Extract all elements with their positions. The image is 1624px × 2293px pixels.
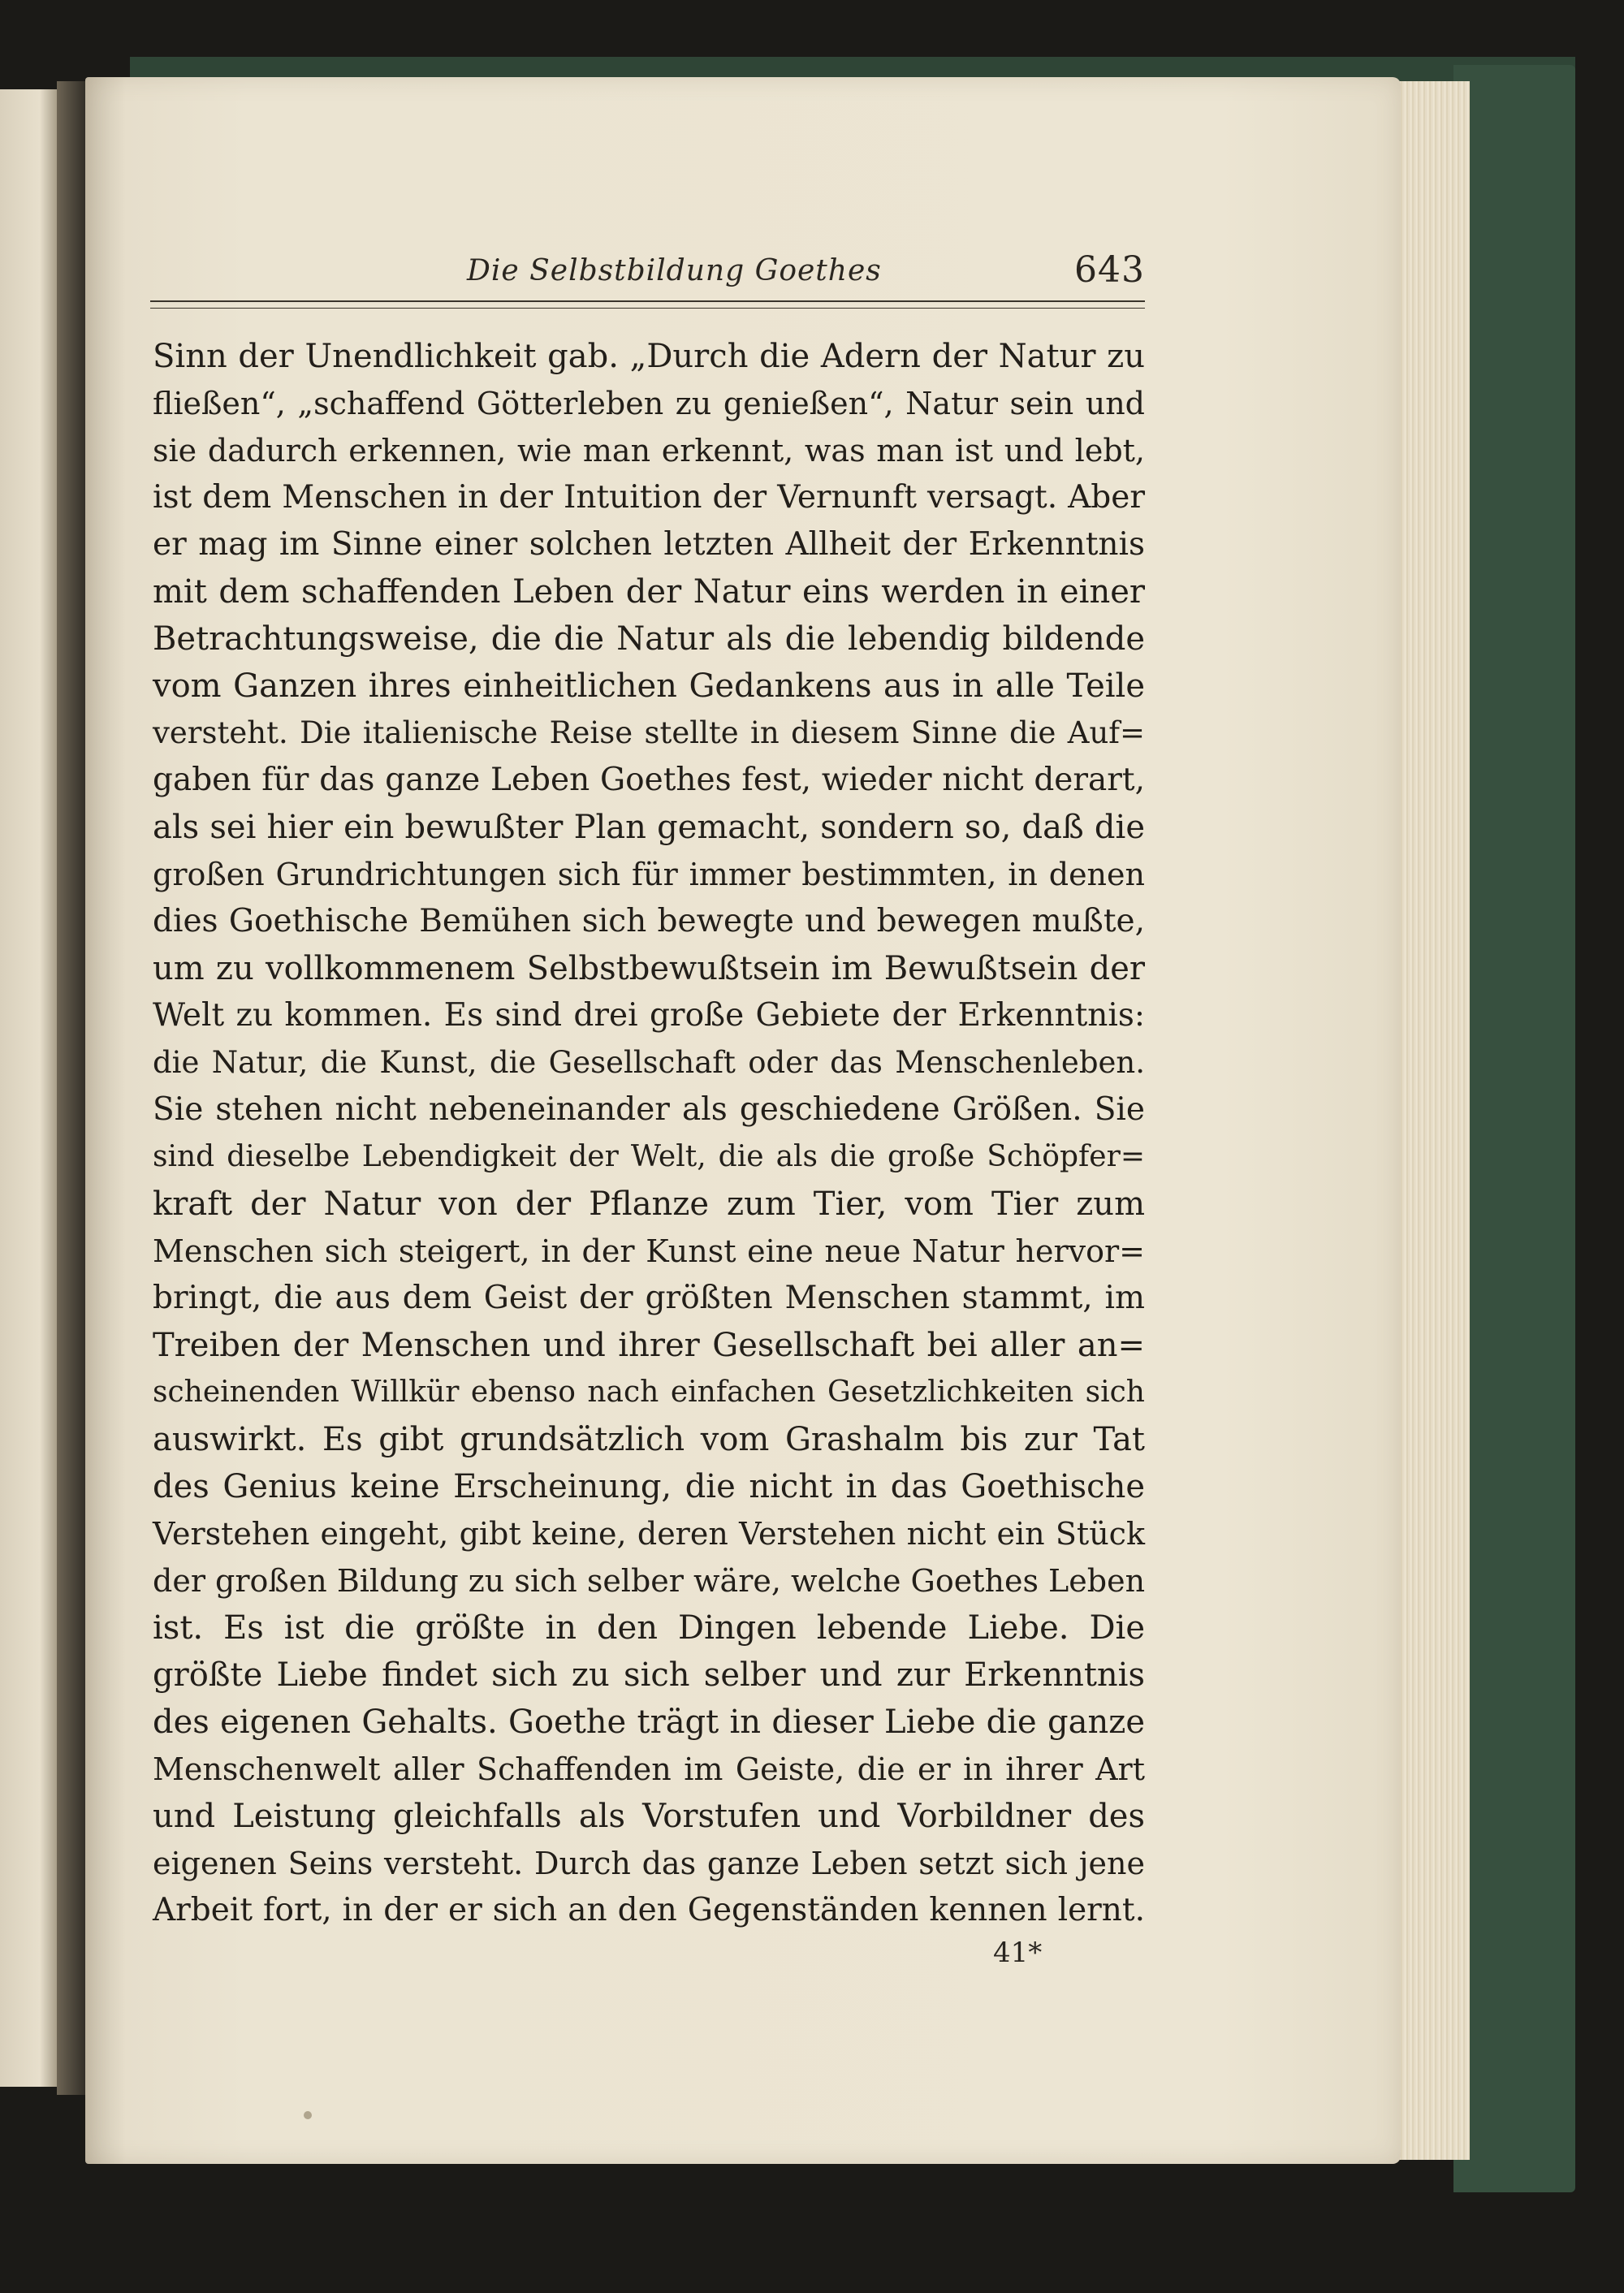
- text-line: versteht. Die italienische Reise stellte in diesem Sinne die Auf=: [153, 715, 1145, 750]
- running-head: [150, 248, 1145, 296]
- body-text: [153, 333, 1145, 1934]
- book-gutter: [57, 81, 89, 2095]
- text-line: Welt zu kommen. Es sind drei große Gebiete der Erkenntnis:: [153, 997, 1145, 1034]
- text-line: der großen Bildung zu sich selber wäre, welche Goethes Leben: [153, 1563, 1146, 1599]
- text-line: Betrachtungsweise, die die Natur als die lebendig bildende: [153, 620, 1145, 658]
- text-line: größte Liebe findet sich zu sich selber und zur Erkenntnis: [153, 1656, 1145, 1694]
- text-line: bringt, die aus dem Geist der größten Menschen stammt, im: [153, 1280, 1145, 1316]
- signature-mark: 41*: [993, 1937, 1043, 1969]
- text-line: Sinn der Unendlichkeit gab. „Durch die Adern der Natur zu: [153, 338, 1145, 375]
- text-line: ist. Es ist die größte in den Dingen lebende Liebe. Die: [153, 1609, 1145, 1647]
- text-line: vom Ganzen ihres einheitlichen Gedankens aus in alle Teile: [153, 667, 1145, 705]
- text-line: auswirkt. Es gibt grundsätzlich vom Grashalm bis zur Tat: [153, 1421, 1145, 1458]
- text-line: Treiben der Menschen und ihrer Gesellschaft bei aller an=: [153, 1327, 1145, 1364]
- text-line: des eigenen Gehalts. Goethe trägt in dieser Liebe die ganze: [153, 1704, 1145, 1741]
- text-line: des Genius keine Erscheinung, die nicht in das Goethische: [153, 1468, 1145, 1505]
- text-line: als sei hier ein bewußter Plan gemacht, sondern so, daß die: [153, 809, 1145, 846]
- text-line: Arbeit fort, in der er sich an den Gegenständen kennen lernt.: [153, 1892, 1145, 1928]
- text-line: er mag im Sinne einer solchen letzten Allheit der Erkenntnis: [153, 526, 1145, 563]
- text-line: gaben für das ganze Leben Goethes fest, wieder nicht derart,: [153, 762, 1145, 798]
- running-head-title: Die Selbstbildung Goethes: [467, 254, 882, 287]
- text-line: scheinenden Willkür ebenso nach einfachen Gesetzlichkeiten sich: [153, 1375, 1145, 1409]
- text-line: eigenen Seins versteht. Durch das ganze Leben setzt sich jene: [153, 1846, 1145, 1881]
- text-line: und Leistung gleichfalls als Vorstufen und Vorbildner des: [153, 1798, 1145, 1835]
- paper-speck: [304, 2111, 312, 2119]
- running-head-rule: [150, 300, 1145, 309]
- book-cover-right-edge: [1453, 65, 1575, 2192]
- text-line: fließen“, „schaffend Götterleben zu genießen“, Natur sein und: [153, 386, 1145, 421]
- facing-page-edge: [0, 89, 57, 2087]
- text-line: dies Goethische Bemühen sich bewegte und bewegen mußte,: [153, 903, 1145, 939]
- text-line: Sie stehen nicht nebeneinander als geschiedene Größen. Sie: [153, 1091, 1145, 1128]
- text-line: die Natur, die Kunst, die Gesellschaft oder das Menschenleben.: [153, 1045, 1145, 1080]
- text-line: Menschen sich steigert, in der Kunst eine neue Natur hervor=: [153, 1233, 1145, 1269]
- text-line: mit dem schaffenden Leben der Natur eins werden in einer: [153, 573, 1145, 611]
- page-number: 643: [1074, 249, 1145, 291]
- text-line: sind dieselbe Lebendigkeit der Welt, die als die große Schöpfer=: [153, 1140, 1145, 1173]
- text-line: Verstehen eingeht, gibt keine, deren Verstehen nicht ein Stück: [153, 1516, 1145, 1552]
- text-line: um zu vollkommenem Selbstbewußtsein im Bewußtsein der: [153, 950, 1145, 987]
- text-line: sie dadurch erkennen, wie man erkennt, was man ist und lebt,: [153, 433, 1145, 469]
- text-line: Menschenwelt aller Schaffenden im Geiste, die er in ihrer Art: [153, 1751, 1145, 1787]
- text-line: ist dem Menschen in der Intuition der Vernunft versagt. Aber: [153, 479, 1145, 516]
- text-line: großen Grundrichtungen sich für immer bestimmten, in denen: [153, 857, 1145, 892]
- text-line: kraft der Natur von der Pflanze zum Tier, vom Tier zum: [153, 1185, 1145, 1223]
